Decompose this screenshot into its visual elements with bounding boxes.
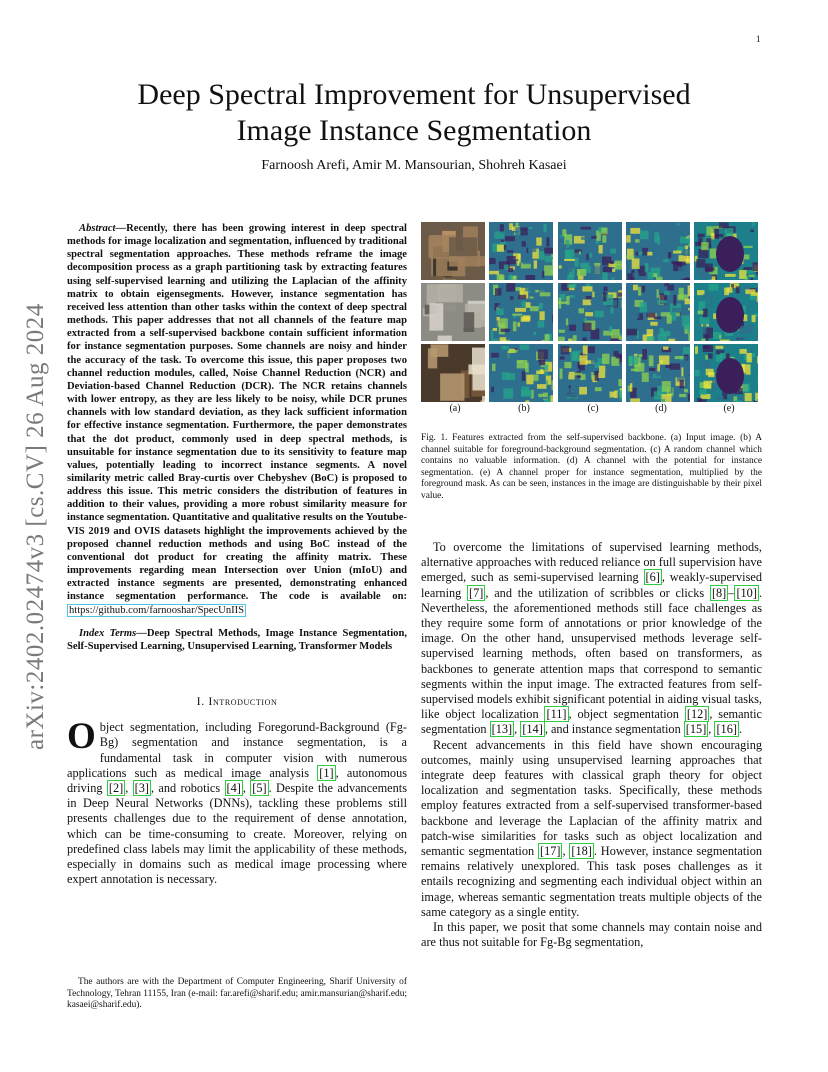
paper-title <box>80 77 748 149</box>
body-text: , <box>562 844 570 859</box>
citation[interactable]: [4] <box>226 780 241 795</box>
index-terms <box>67 627 407 653</box>
citation[interactable]: [7] <box>469 585 484 600</box>
feature-map-thumbnail <box>489 222 553 280</box>
title-line-2: Image Instance Segmentation <box>236 114 592 147</box>
section-heading: I. Introduction <box>196 694 278 708</box>
figure-1-caption: Fig. 1. Features extracted from the self-supervised backbone. (a) Input image. (b) A channel suitable for foreground-background segmentation. (c) A random channel which contains no valuable information. (d) A channel with the potential for instance segmentation. (e) A channel proper for instance segmentation, multiplied by the foreground mask. As can be seen, instances in the image are distinguishable by their pixel value. <box>421 433 762 501</box>
citation[interactable]: [5] <box>252 780 267 795</box>
body-text: – <box>728 585 735 600</box>
feature-map-thumbnail <box>694 344 758 402</box>
code-link[interactable]: https://github.com/farnooshar/SpecUnIIS <box>69 604 245 616</box>
index-terms-dash: — <box>136 627 147 639</box>
intro-text: , autonomous driving <box>67 765 408 795</box>
feature-map-thumbnail <box>626 344 690 402</box>
input-image-thumbnail <box>421 283 485 341</box>
dropcap: O <box>67 716 96 758</box>
citation[interactable]: [18] <box>571 844 592 859</box>
citation[interactable]: [3] <box>134 780 149 795</box>
body-text: To overcome the limitations of supervised learning methods, alternative approaches with reduced reliance on full supervision have emerged, such as semi-supervised learning <box>421 540 762 585</box>
figure-label-c: (c) <box>587 403 599 414</box>
figure-label-d: (d) <box>655 403 667 414</box>
abstract-dash: — <box>115 223 127 234</box>
right-paragraph-3: In this paper, we posit that some channels may contain noise and are thus not suitable for Fg-Bg segmentation, <box>421 920 762 950</box>
citation[interactable]: [15] <box>685 722 707 737</box>
left-column <box>67 222 407 887</box>
feature-map-thumbnail <box>626 283 690 341</box>
abstract-label: Abstract <box>79 223 116 234</box>
index-terms-text: Deep Spectral Methods, Image Instance Segmentation, Self-Supervised Learning, Unsupervised Learning, Transformer Models <box>67 627 407 652</box>
title-line-1: Deep Spectral Improvement for Unsupervised <box>137 78 691 111</box>
body-text: , semantic segmentation <box>421 707 762 737</box>
index-terms-label: Index Terms <box>79 627 137 639</box>
body-text: Recent advancements in this field have shown encouraging outcomes, mainly using unsupervised learning approaches that integrate deep features with classical graph theory for object localization and segmentation tasks. Specifically, these methods employ features extracted from a self-supervised transformer-based backbone and leverage the Laplacian of the affinity matrix and patch-wise similarities for tasks such as object localization and semantic segmentation <box>421 737 762 859</box>
input-image-thumbnail <box>421 222 485 280</box>
citation[interactable]: [14] <box>522 722 543 737</box>
right-paragraph-1 <box>421 540 762 738</box>
citation[interactable]: [17] <box>539 844 561 859</box>
page-number: 1 <box>756 34 761 44</box>
body-text: , weakly-supervised learning <box>421 570 762 600</box>
body-text: . Nevertheless, the aforementioned methods still face challenges as they require some form of annotations or prior knowledge of the image. On the other hand, unsupervised methods leverage self-supervised learning methods, often based on transformers, as backbones to generate attention maps that correspond to semantic segments within the input image. The extracted features from self-supervised models exhibit significant potential in aiding visual tasks, like object localization <box>421 585 763 722</box>
authors: Farnoosh Arefi, Amir M. Mansourian, Shohreh Kasaei <box>261 158 567 173</box>
citation[interactable]: [13] <box>491 722 513 737</box>
citation[interactable]: [6] <box>645 570 660 585</box>
feature-map-thumbnail <box>626 222 690 280</box>
body-text: , object segmentation <box>568 707 685 722</box>
right-paragraph-2 <box>421 738 762 920</box>
intro-paragraph <box>67 716 408 887</box>
body-text: , and instance segmentation <box>544 722 684 737</box>
abstract-text: Recently, there has been growing interest in deep spectral methods for image localization and segmentation, influenced by traditional spectral segmentation approaches. These methods reframe the image decomposition process as a graph partitioning task by extracting features using self-supervised learning and utilizing the Laplacian of the affinity matrix to obtain eigensegments. However, instance segmentation has received less attention than other tasks within the context of deep spectral methods. This paper addresses that not all channels of the feature map extracted from a self-supervised backbone contain sufficient information for instance segmentation purposes. Some channels are noisy and hinder the accuracy of the task. To overcome this issue, this paper proposes two channel reduction modules, called, Noise Channel Reduction (NCR) and Deviation-based Channel Reduction (DCR). The NCR retains channels with lower entropy, as they are less likely to be noisy, while DCR prunes channels with low standard deviation, as they lack sufficient information for effective instance segmentation. Furthermore, the paper demonstrates that the dot product, commonly used in deep spectral methods, is unsuitable for instance segmentation due to its sensitivity to feature map values, potentially leading to incorrect instance segments. A novel similarity metric called Bray-curtis over Chebyshev (BoC) is proposed to address this issue. This metric considers the distribution of features in addition to their values, providing a more robust similarity measure for instance segmentation. Quantitative and qualitative results on the Youtube-VIS 2019 and OVIS datasets highlight the improvements achieved by the proposed channel reduction methods and using BoC instead of the conventional dot product for creating the affinity matrix. These improvements regarding mean Intersection over Union (mIoU) and extracted instance segments are presented, demonstrating enhanced instance segmentation performance. The code is available on: <box>67 223 407 603</box>
intro-text: bject segmentation, including Foregorund-Background (Fg-Bg) segmentation and instance segmentation, is a fundamental task in computer vision with numerous applications such as medical image analysis <box>67 720 407 780</box>
feature-map-thumbnail <box>489 283 553 341</box>
arxiv-stamp: arXiv:2402.02474v3 [cs.CV] 26 Aug 2024 <box>22 303 49 750</box>
feature-map-thumbnail <box>558 344 622 402</box>
figure-label-a: (a) <box>449 403 461 414</box>
body-text: , <box>514 722 521 737</box>
citation[interactable]: [2] <box>108 780 124 795</box>
figure-1 <box>421 222 762 402</box>
intro-text: . Despite the advancements in Deep Neural Networks (DNNs), tackling these problems still presents challenges due to the requirement of dense annotation, which can be time-consuming to create. Moreover, relying on predefined class labels may limit the applicability of these methods, especially in domains such as medical image processing where expert annotation is necessary. <box>67 780 407 887</box>
figure-1-labels <box>421 403 762 417</box>
citation[interactable]: [12] <box>686 707 708 722</box>
body-text: , <box>708 722 715 737</box>
intro-text: , and robotics <box>151 780 225 795</box>
citation[interactable]: [1] <box>319 765 334 780</box>
citation[interactable]: [8] <box>711 585 727 600</box>
citation[interactable]: [11] <box>546 707 567 722</box>
citation[interactable]: [16] <box>716 722 737 737</box>
intro-text: , <box>242 780 251 795</box>
feature-map-thumbnail <box>489 344 553 402</box>
body-text: . However, instance segmentation remains relatively unexplored. This task poses challenges as it entails recognizing and segmenting each individual object within an image, whereas semantic segmentation treats multiple objects of the same category as a single entity. <box>421 844 762 919</box>
figure-label-b: (b) <box>518 403 530 414</box>
body-text: , and the utilization of scribbles or clicks <box>485 585 710 600</box>
author-footnote: The authors are with the Department of Computer Engineering, Sharif University of Technology, Tehran 11155, Iran (e-mail: far.arefi@sharif.edu; amir.mansurian@sharif.edu; kasaei@sharif.edu). <box>67 977 407 1011</box>
citation[interactable]: [10] <box>736 585 757 600</box>
feature-map-thumbnail <box>558 222 622 280</box>
feature-map-thumbnail <box>558 283 622 341</box>
intro-text: , <box>125 780 133 795</box>
feature-map-thumbnail <box>694 283 758 341</box>
input-image-thumbnail <box>421 344 485 402</box>
right-column <box>421 540 762 950</box>
body-text: . <box>738 722 743 737</box>
abstract <box>67 222 407 617</box>
feature-map-thumbnail <box>694 222 758 280</box>
figure-label-e: (e) <box>723 403 735 414</box>
